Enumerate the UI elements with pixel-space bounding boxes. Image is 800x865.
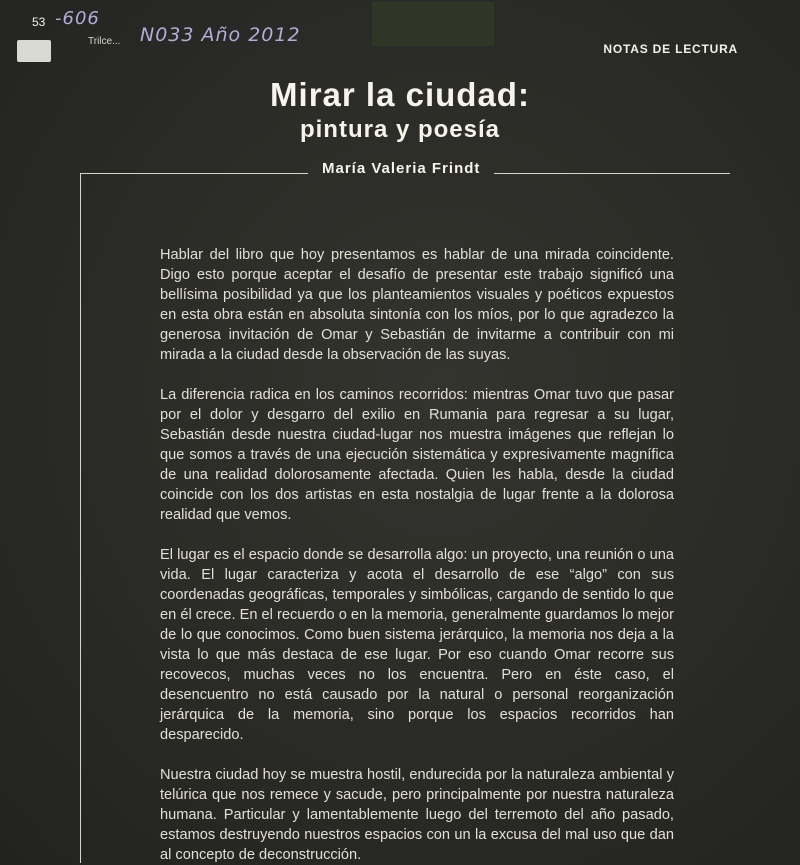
paragraph-3: El lugar es el espacio donde se desarrolla algo: un proyecto, una reunión o una vida. El lugar caracteriza y acota el desarrollo de ese “algo” con sus coordenadas geográficas, temporales y simbólicas, cargando de sentido lo que en él crece. En el recuerdo o en la memoria, generalmente guardamos lo mejor de lo que conocimos. Como buen sistema jerárquico, la memoria nos deja a la vista lo que más destaca de ese lugar. Por eso cuando Omar recorre sus recovecos, muchas veces no los encuentra. Pero en éste caso, el desencuentro no está causado por la natural o personal reorganización jerárquica de la memoria, sino porque los espacios recorridos han desparecido. [160, 547, 674, 743]
handwritten-archive-note: N033 Año 2012 [140, 24, 301, 46]
archive-label-sticker [17, 40, 51, 62]
paragraph-4: Nuestra ciudad hoy se muestra hostil, endurecida por la naturaleza ambiental y telúrica que nos remece y sacude, pero principalmente por nuestra naturaleza humana. Particular y lamentablemente luego del terremoto del año pasado, estamos destruyendo nuestros espacios con un la excusa del mal uso que dan al concepto de deconstrucción. [160, 767, 674, 863]
scan-marker-block [372, 2, 494, 46]
handwritten-catalog-code: -606 [55, 8, 100, 29]
paragraph-2: La diferencia radica en los caminos recorridos: mientras Omar tuvo que pasar por el dolor y desgarro del exilio en Rumania para regresar a su lugar, Sebastián desde nuestra ciudad-lugar nos muestra imágenes que reflejan lo que somos a través de una ejecución sistemática y expresivamente magnífica de una realidad dolorosamente afectada. Quien les habla, desde la ciudad coincide con los dos artistas en esta nostalgia de lugar frente a la dolorosa realidad que vemos. [160, 387, 674, 523]
author-name: María Valeria Frindt [308, 160, 494, 177]
left-margin-rule [80, 173, 81, 863]
page-number: 53 [32, 15, 46, 29]
article-title-line-1: Mirar la ciudad: [270, 76, 530, 113]
section-label: NOTAS DE LECTURA [603, 42, 738, 56]
article-title-line-2: pintura y poesía [299, 116, 501, 143]
article-body [160, 245, 674, 865]
publication-label: Trilce... [88, 36, 121, 47]
paragraph-1: Hablar del libro que hoy presentamos es hablar de una mirada coincidente. Digo esto porque aceptar el desafío de presentar este trabajo significó una bellísima posibilidad ya que los planteamientos visuales y poéticos expuestos en esta obra están en absoluta sintonía con los míos, por lo que agradezco la generosa invitación de Omar y Sebastián de invitarme a contribuir con mi mirada a la ciudad desde la observación de las suyas. [160, 247, 674, 363]
